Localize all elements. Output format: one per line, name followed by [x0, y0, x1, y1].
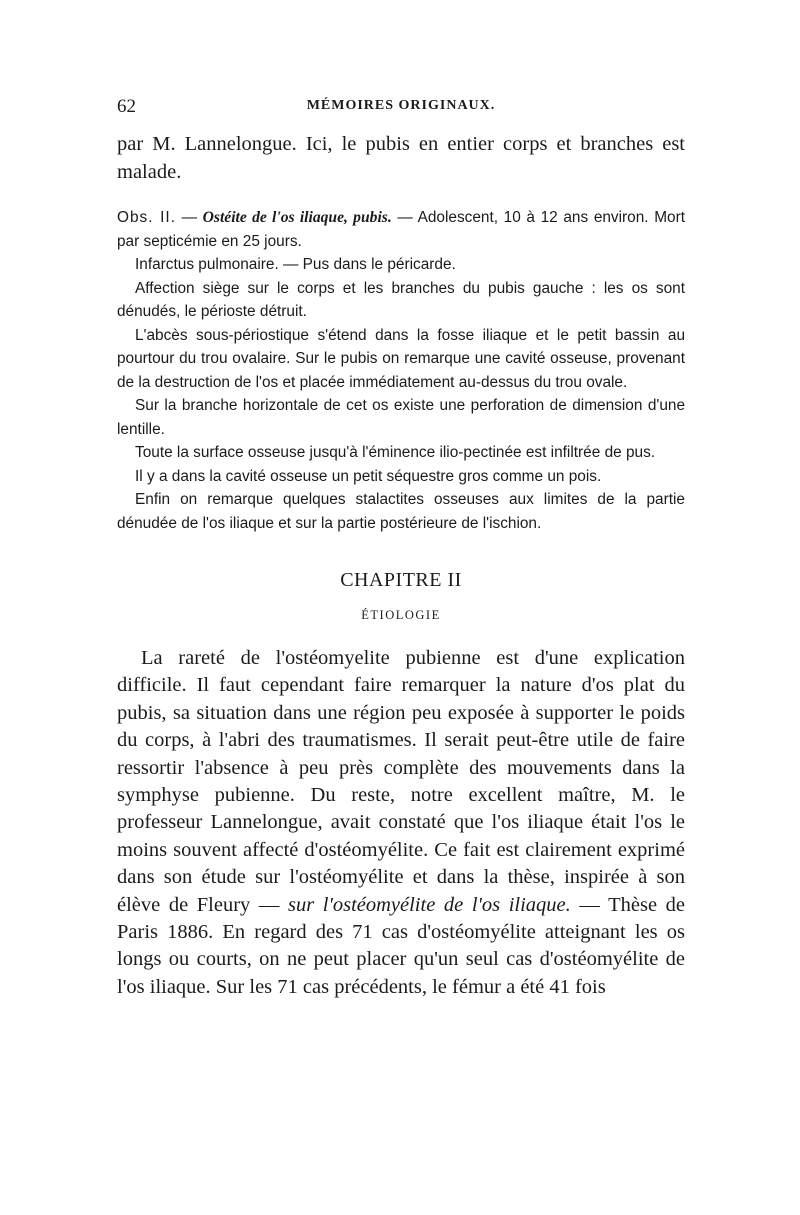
running-head-title: MÉMOIRES ORIGINAUX. [306, 98, 496, 113]
observation-intro [117, 206, 685, 253]
page [117, 96, 685, 1001]
observation-label: Obs. II. [117, 209, 176, 226]
observation-paragraph: Affection siège sur le corps et les branches du pubis gauche : les os sont dénudés, le périoste détruit. [117, 279, 685, 320]
chapter-subtitle: ÉTIOLOGIE [361, 608, 441, 622]
chapter-title: CHAPITRE II [340, 569, 462, 591]
observation-paragraph: Enfin on remarque quelques stalactites osseuses aux limites de la partie dénudée de l'os iliaque et sur la partie postérieure de l'ischion. [117, 491, 685, 532]
observation-block [117, 206, 685, 535]
observation-paragraph: Infarctus pulmonaire. — Pus dans le péricarde. [135, 256, 456, 273]
page-number: 62 [117, 96, 136, 117]
observation-dash: — [175, 209, 203, 226]
body-citation-italic: sur l'ostéomyélite de l'os iliaque. [287, 893, 571, 916]
body-text [117, 645, 685, 1001]
body-paragraph [117, 645, 685, 1001]
lead-paragraph: par M. Lannelongue. Ici, le pubis en entier corps et branches est malade. [117, 133, 685, 183]
running-head [117, 96, 685, 124]
observation-title: Ostéite de l'os iliaque, pubis. [202, 209, 392, 226]
body-text-part1: La rareté de l'ostéomyelite pubienne est d'une explication difficile. Il faut cependant faire remarquer la nature d'os plat du pubis, sa situation dans une région peu exposée à supporter le poids du corps, à l'abri des traumatismes. Il serait peut-être utile de faire ressortir l'absence à peu près complète des mouvements dans la symphyse pubienne. Du reste, notre excellent maître, M. le professeur Lannelongue, avait constaté que l'os iliaque était l'os le moins souvent affecté d'ostéomyélite. Ce fait est clairement exprimé dans son étude sur l'ostéomyélite et dans la thèse, inspirée à son élève de Fleury — [117, 647, 685, 916]
observation-paragraph: L'abcès sous-périostique s'étend dans la fosse iliaque et le petit bassin au pourtour du trou ovalaire. Sur le pubis on remarque une cavité osseuse, provenant de la destruction de l'os et placée immédiatement au-dessus du trou ovale. [117, 326, 685, 391]
observation-paragraph: Il y a dans la cavité osseuse un petit séquestre gros comme un pois. [135, 467, 602, 485]
observation-paragraph: Sur la branche horizontale de cet os existe une perforation de dimension d'une lentille. [117, 397, 685, 438]
observation-intro-text: — Adolescent, 10 à 12 ans environ. Mort par septicémie en 25 jours. [117, 209, 685, 250]
observation-paragraph: Toute la surface osseuse jusqu'à l'éminence ilio-pectinée est infiltrée de pus. [135, 444, 656, 461]
body-text-part2: — Thèse de Paris 1886. En regard des 71 cas d'ostéomyélite atteignant les os longs ou courts, on ne peut placer qu'un seul cas d'ostéomyélite de l'os iliaque. Sur les 71 cas précédents, le fémur a été 41 fois [117, 893, 685, 998]
